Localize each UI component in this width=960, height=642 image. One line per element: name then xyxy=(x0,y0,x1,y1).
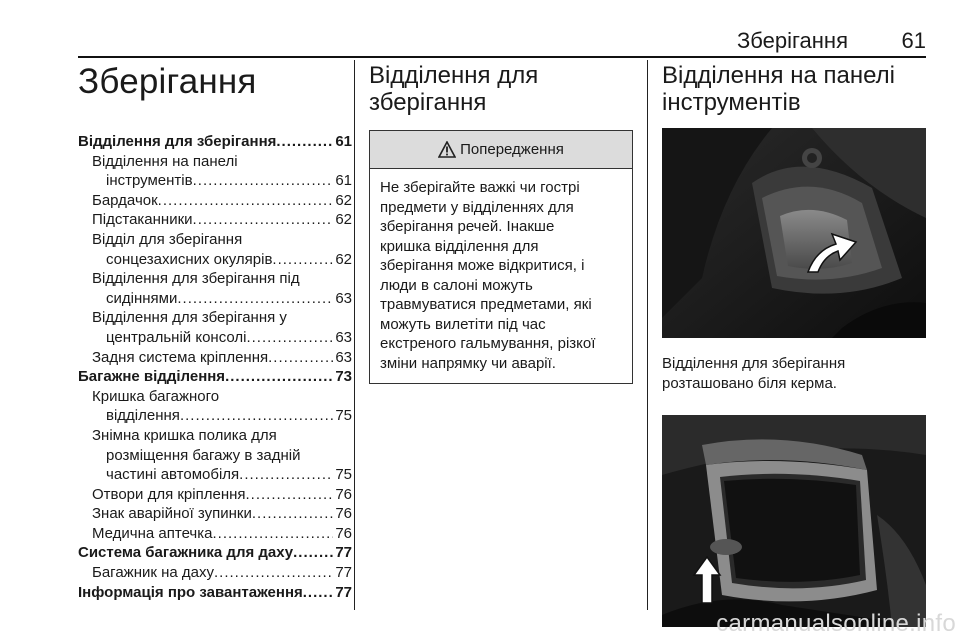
column-divider-1 xyxy=(354,60,355,610)
toc-entry[interactable] xyxy=(78,250,352,270)
toc-entry[interactable] xyxy=(78,485,352,505)
toc-leader-dots xyxy=(225,367,333,387)
toc-page-number: 62 xyxy=(335,250,352,268)
toc-entry-text: Відділення на панелі xyxy=(92,152,238,170)
toc-entry-text: Знак аварійної зупинки xyxy=(92,505,252,523)
warning-line: зміни напрямку чи аварії. xyxy=(380,354,556,372)
figure-caption xyxy=(662,354,926,393)
toc-page-number: 63 xyxy=(335,348,352,366)
toc-entry-text: Медична аптечка xyxy=(92,524,213,542)
toc-entry-text: Відділення для зберігання xyxy=(78,133,277,150)
running-title: Зберігання xyxy=(737,28,848,53)
toc-leader-dots xyxy=(212,524,333,544)
section-title-line2: зберігання xyxy=(369,89,487,116)
toc-page-number: 76 xyxy=(335,485,352,503)
toc-entry[interactable] xyxy=(78,583,352,603)
toc-page-number: 75 xyxy=(335,466,352,484)
column-divider-2 xyxy=(647,60,648,610)
toc-entry[interactable] xyxy=(78,406,352,426)
toc-page-number: 62 xyxy=(335,211,352,229)
toc-entry[interactable] xyxy=(78,563,352,583)
toc-leader-dots xyxy=(239,465,333,485)
section-title xyxy=(662,62,926,116)
warning-triangle-icon xyxy=(438,141,456,158)
warning-line: Не зберігайте важкі чи гострі xyxy=(380,179,580,196)
toc-entry-text: відділення xyxy=(106,407,180,425)
toc-entry-text: сидіннями xyxy=(106,289,178,307)
toc-leader-dots xyxy=(246,485,334,505)
toc-leader-dots xyxy=(303,583,334,603)
toc-page-number: 73 xyxy=(335,368,352,386)
up-arrow-icon xyxy=(692,555,722,605)
warning-title: Попередження xyxy=(460,141,564,158)
toc-entry[interactable] xyxy=(78,367,352,387)
toc-leader-dots xyxy=(177,289,333,309)
warning-line: травмуватися предметами, які xyxy=(380,296,592,313)
caption-line2: розташовано біля керма. xyxy=(662,374,837,392)
toc-entry-text: розміщення багажу в задній xyxy=(106,446,301,464)
toc-entry-text: центральній консолі xyxy=(106,328,247,346)
section-title-line1: Відділення для xyxy=(369,62,539,89)
toc-entry-text: Відділення для зберігання під xyxy=(92,270,300,288)
toc-page-number: 63 xyxy=(335,328,352,346)
warning-header xyxy=(370,131,632,169)
toc-page-number: 62 xyxy=(335,191,352,209)
toc-leader-dots xyxy=(158,191,334,211)
warning-text xyxy=(370,169,632,383)
toc-entry[interactable] xyxy=(78,132,352,152)
toc-entry-text: Бардачок xyxy=(92,191,158,209)
toc-entry[interactable] xyxy=(78,171,352,191)
section-title xyxy=(369,62,633,116)
toc-page-number: 77 xyxy=(335,564,352,582)
toc-entry-text: Інформація про завантаження xyxy=(78,583,303,601)
toc-page-number: 76 xyxy=(335,505,352,523)
toc-entry-text: Кришка багажного xyxy=(92,387,220,405)
toc-leader-dots xyxy=(193,171,334,191)
warning-line: кришка відділення для xyxy=(380,237,539,255)
toc-leader-dots xyxy=(293,543,333,563)
instrument-panel-section xyxy=(662,60,926,627)
storage-section xyxy=(369,60,633,384)
toc-leader-dots xyxy=(193,210,334,230)
toc-entry[interactable] xyxy=(78,210,352,230)
toc-page-number: 77 xyxy=(335,544,352,562)
warning-line: зберігання може відкритися, і xyxy=(380,257,585,274)
toc-entry[interactable] xyxy=(78,543,352,563)
section-title-line1: Відділення на панелі xyxy=(662,62,895,89)
toc-entry-text: Підстаканники xyxy=(92,211,193,229)
toc-leader-dots xyxy=(268,348,333,368)
toc-page-number: 76 xyxy=(335,524,352,542)
toc-entry[interactable] xyxy=(78,328,352,348)
toc-entry-text: Знімна кришка полика для xyxy=(92,426,277,444)
toc-entry-text: частині автомобіля xyxy=(106,466,240,484)
toc-entry[interactable] xyxy=(78,289,352,309)
warning-line: екстреного гальмування, різкої xyxy=(380,335,596,352)
caption-line1: Відділення для зберігання xyxy=(662,355,846,372)
curved-arrow-icon xyxy=(802,220,862,280)
toc-leader-dots xyxy=(272,250,333,270)
photo-dashboard-compartment-closed xyxy=(662,128,926,338)
toc-entry-text: Багажник на даху xyxy=(92,564,214,582)
toc-page-number: 61 xyxy=(335,172,352,190)
page-number: 61 xyxy=(901,28,926,53)
toc-entry-text: Система багажника для даху xyxy=(78,544,294,562)
toc-leader-dots xyxy=(252,504,333,524)
chapter-title: Зберігання xyxy=(78,62,257,101)
toc-entry-text: Відділ для зберігання xyxy=(92,230,243,248)
toc-leader-dots xyxy=(214,563,333,583)
warning-line: зберігання речей. Інакше xyxy=(380,218,555,235)
toc-entry[interactable] xyxy=(78,348,352,368)
toc-leader-dots xyxy=(180,406,333,426)
toc-page-number: 77 xyxy=(335,583,352,601)
toc-entry-text: Багажне відділення xyxy=(78,368,226,386)
watermark: carmanualsonline.info xyxy=(716,610,956,637)
toc-leader-dots xyxy=(246,328,333,348)
section-title-line2: інструментів xyxy=(662,89,801,116)
toc-entry-text: Отвори для кріплення xyxy=(92,485,246,503)
toc-entry[interactable] xyxy=(78,465,352,485)
toc-page-number: 75 xyxy=(335,407,352,425)
toc-entry[interactable] xyxy=(78,504,352,524)
toc-entry[interactable] xyxy=(78,191,352,211)
toc-entry[interactable] xyxy=(78,524,352,544)
warning-line: предмети у відділеннях для xyxy=(380,198,574,216)
toc-page-number: 63 xyxy=(335,289,352,307)
toc-entry-text: Відділення для зберігання у xyxy=(92,309,287,327)
warning-box xyxy=(369,130,633,384)
warning-line: люди в салоні можуть xyxy=(380,276,533,294)
toc-entry-text: сонцезахисних окулярів xyxy=(106,250,273,268)
table-of-contents xyxy=(78,132,352,602)
toc-leader-dots xyxy=(276,132,333,152)
chapter-column xyxy=(78,60,352,602)
toc-page-number: 61 xyxy=(335,133,352,150)
page-header xyxy=(78,0,926,58)
toc-entry-text: інструментів xyxy=(106,172,193,190)
toc-entry-text: Задня система кріплення xyxy=(92,348,269,366)
warning-line: можуть вилетіти під час xyxy=(380,315,546,333)
photo-dashboard-compartment-open xyxy=(662,415,926,627)
